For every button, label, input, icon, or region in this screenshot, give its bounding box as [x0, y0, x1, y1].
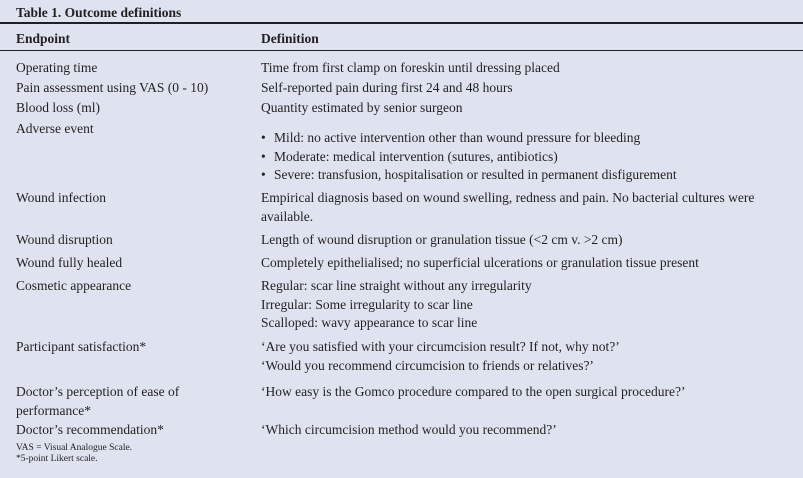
header-definition: Definition [261, 31, 319, 46]
definition-cell: Empirical diagnosis based on wound swelling, redness and pain. No bacterial cultures were available. [261, 190, 755, 224]
definition-line: ‘Would you recommend circumcision to friends or relatives?’ [261, 357, 594, 373]
definition-cell: ‘How easy is the Gomco procedure compared to the open surgical procedure?’ [261, 384, 686, 399]
footnote: VAS = Visual Analogue Scale. [16, 443, 133, 453]
endpoint-cell: Blood loss (ml) [16, 100, 101, 115]
definition-cell: Quantity estimated by senior surgeon [261, 100, 463, 115]
definition-cell: Time from first clamp on foreskin until dressing placed [261, 60, 560, 75]
definition-cell [261, 277, 791, 333]
endpoint-cell: Doctor’s perception of ease of performance* [16, 384, 180, 418]
endpoint-cell: Adverse event [16, 121, 94, 136]
definition-bullets [261, 129, 791, 185]
definition-cell: Self-reported pain during first 24 and 48 hours [261, 80, 513, 95]
definition-cell: Length of wound disruption or granulation tissue (<2 cm v. >2 cm) [261, 232, 623, 247]
header-endpoint: Endpoint [16, 31, 71, 46]
endpoint-cell: Wound infection [16, 190, 107, 205]
definition-line: ‘Are you satisfied with your circumcision result? If not, why not?’ [261, 339, 620, 354]
definition-line: Irregular: Some irregularity to scar line [261, 296, 473, 312]
definition-cell [261, 338, 791, 375]
bullet-item: • Severe: transfusion, hospitalisation or resulted in permanent disfigurement [261, 166, 791, 185]
endpoint-cell: Participant satisfaction* [16, 339, 147, 354]
endpoint-cell: Wound fully healed [16, 255, 123, 270]
header-rule [0, 50, 803, 51]
definition-line: Scalloped: wavy appearance to scar line [261, 315, 478, 330]
table-footnotes [16, 443, 132, 464]
footnote: *5-point Likert scale. [16, 453, 98, 464]
definition-cell: Completely epithelialised; no superficial ulcerations or granulation tissue present [261, 255, 699, 270]
bullet-item: • Mild: no active intervention other than wound pressure for bleeding [261, 129, 791, 148]
table-title: Table 1. Outcome definitions [16, 5, 182, 20]
endpoint-cell: Pain assessment using VAS (0 - 10) [16, 80, 209, 95]
endpoint-cell: Cosmetic appearance [16, 278, 132, 293]
definition-cell: ‘Which circumcision method would you recommend?’ [261, 422, 557, 437]
bullet-item: • Moderate: medical intervention (sutures, antibiotics) [261, 148, 791, 167]
definition-line: Regular: scar line straight without any irregularity [261, 278, 532, 293]
endpoint-cell: Operating time [16, 60, 98, 75]
top-rule [0, 22, 803, 24]
endpoint-cell: Doctor’s recommendation* [16, 422, 164, 437]
endpoint-cell: Wound disruption [16, 232, 113, 247]
